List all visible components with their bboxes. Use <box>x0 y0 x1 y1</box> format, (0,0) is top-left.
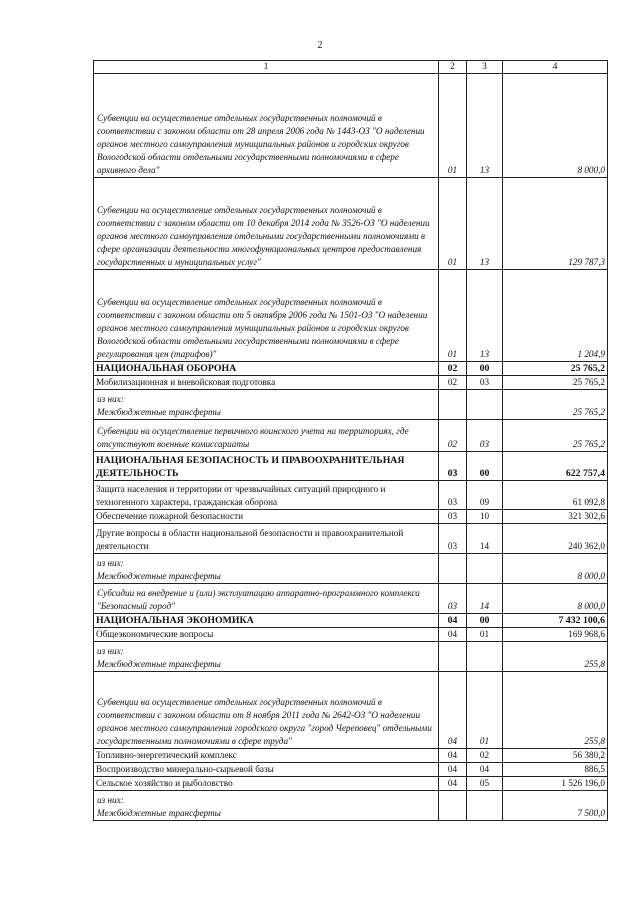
row-section-code: 03 <box>439 481 467 510</box>
row-subsection-code <box>467 390 503 420</box>
row-subsection-code: 00 <box>467 362 503 376</box>
table-row <box>94 642 608 672</box>
table-row <box>94 74 608 178</box>
table-row <box>94 376 608 390</box>
table-row <box>94 791 608 821</box>
table-row <box>94 420 608 452</box>
header-col-3: 3 <box>467 61 503 74</box>
row-amount: 255,8 <box>503 642 608 672</box>
row-amount: 8 000,0 <box>503 584 608 614</box>
row-amount: 1 204,9 <box>503 270 608 362</box>
table-row <box>94 614 608 628</box>
row-subitem: Межбюджетные трансферты <box>97 808 221 818</box>
table-row <box>94 510 608 524</box>
row-description: Субвенции на осуществление отдельных государственных полномочий в соответствии с законом области от 10 декабря 2014 года № 3526-ОЗ "О наделении органов местного самоуправления отдельными государственными полномочиями в сфере организации деятельности многофункциональных центров предоставления государственных и муниципальных услуг" <box>94 178 439 270</box>
row-section-code: 01 <box>439 74 467 178</box>
table-row <box>94 763 608 777</box>
row-section-code: 02 <box>439 362 467 376</box>
table-header-row <box>94 61 608 74</box>
header-col-1: 1 <box>94 61 439 74</box>
table-row <box>94 628 608 642</box>
page-number: 2 <box>317 40 323 51</box>
row-description: Воспроизводство минерально-сырьевой базы <box>94 763 439 777</box>
row-amount: 169 968,6 <box>503 628 608 642</box>
row-section-code <box>439 390 467 420</box>
table-row <box>94 390 608 420</box>
table-row <box>94 584 608 614</box>
table-row <box>94 178 608 270</box>
table-row <box>94 481 608 510</box>
row-section-code: 01 <box>439 270 467 362</box>
row-amount: 1 526 196,0 <box>503 777 608 791</box>
row-subsection-code: 13 <box>467 74 503 178</box>
row-description <box>94 390 439 420</box>
table-row <box>94 452 608 481</box>
row-subitem: Межбюджетные трансферты <box>97 659 221 669</box>
row-amount: 8 000,0 <box>503 554 608 584</box>
row-description: Субсидии на внедрение и (или) эксплуатацию аппаратно-программного комплекса "Безопасный город" <box>94 584 439 614</box>
row-section-code <box>439 642 467 672</box>
row-section-code: 04 <box>439 777 467 791</box>
row-subitem: Межбюджетные трансферты <box>97 571 221 581</box>
row-subsection-code: 03 <box>467 420 503 452</box>
table-row <box>94 749 608 763</box>
row-description: Защита населения и территории от чрезвычайных ситуаций природного и техногенного характера, гражданская оборона <box>94 481 439 510</box>
row-subsection-code: 09 <box>467 481 503 510</box>
row-description: Другие вопросы в области национальной безопасности и правоохранительной деятельности <box>94 524 439 554</box>
row-amount: 25 765,2 <box>503 376 608 390</box>
row-amount: 622 757,4 <box>503 452 608 481</box>
row-subsection-code: 02 <box>467 749 503 763</box>
row-section-code: 03 <box>439 510 467 524</box>
row-amount: 129 787,3 <box>503 178 608 270</box>
row-section-code: 02 <box>439 376 467 390</box>
row-subsection-code: 14 <box>467 584 503 614</box>
row-subsection-code: 00 <box>467 614 503 628</box>
row-description: Субвенции на осуществление отдельных государственных полномочий в соответствии с законом области от 28 апреля 2006 года № 1443-ОЗ "О наделении органов местного самоуправления муниципальных районов и городских округов Вологодской области отдельными государственными полномочиями в сфере архивного дела" <box>94 74 439 178</box>
row-description: Сельское хозяйство и рыболовство <box>94 777 439 791</box>
row-description: Общеэкономические вопросы <box>94 628 439 642</box>
row-section-code: 04 <box>439 628 467 642</box>
row-section-code: 03 <box>439 524 467 554</box>
row-description <box>94 554 439 584</box>
table-row <box>94 524 608 554</box>
row-subsection-code <box>467 642 503 672</box>
row-section-code: 04 <box>439 614 467 628</box>
row-amount: 25 765,2 <box>503 390 608 420</box>
row-subheading: из них: <box>97 795 124 805</box>
table-row <box>94 270 608 362</box>
row-section-code: 02 <box>439 420 467 452</box>
row-section-code <box>439 554 467 584</box>
row-section-code: 03 <box>439 452 467 481</box>
row-subsection-code: 13 <box>467 270 503 362</box>
row-description: Субвенции на осуществление первичного воинского учета на территориях, где отсутствуют военные комиссариаты <box>94 420 439 452</box>
row-section-code <box>439 791 467 821</box>
row-description <box>94 791 439 821</box>
row-description: НАЦИОНАЛЬНАЯ ОБОРОНА <box>94 362 439 376</box>
row-section-code: 04 <box>439 672 467 749</box>
row-subsection-code: 14 <box>467 524 503 554</box>
row-subsection-code <box>467 791 503 821</box>
row-subsection-code: 00 <box>467 452 503 481</box>
row-amount: 56 380,2 <box>503 749 608 763</box>
row-section-code: 04 <box>439 749 467 763</box>
row-description: Субвенции на осуществление отдельных государственных полномочий в соответствии с законом области от 8 ноября 2011 года № 2642-ОЗ "О наделении органов местного самоуправления городского округа "город Череповец" отдельными государственными полномочиями в сфере труда" <box>94 672 439 749</box>
row-amount: 61 092,8 <box>503 481 608 510</box>
row-subsection-code: 05 <box>467 777 503 791</box>
row-subsection-code: 01 <box>467 628 503 642</box>
row-subsection-code: 01 <box>467 672 503 749</box>
row-subheading: из них: <box>97 646 124 656</box>
row-amount: 7 432 100,6 <box>503 614 608 628</box>
row-amount: 255,8 <box>503 672 608 749</box>
row-description: Обеспечение пожарной безопасности <box>94 510 439 524</box>
row-description: Мобилизационная и вневойсковая подготовка <box>94 376 439 390</box>
row-amount: 7 500,0 <box>503 791 608 821</box>
budget-table <box>93 60 608 821</box>
row-amount: 25 765,2 <box>503 362 608 376</box>
header-col-2: 2 <box>439 61 467 74</box>
row-subitem: Межбюджетные трансферты <box>97 407 221 417</box>
table-row <box>94 777 608 791</box>
row-amount: 25 765,2 <box>503 420 608 452</box>
row-subsection-code <box>467 554 503 584</box>
table-row <box>94 362 608 376</box>
row-description: НАЦИОНАЛЬНАЯ БЕЗОПАСНОСТЬ И ПРАВООХРАНИТЕЛЬНАЯ ДЕЯТЕЛЬНОСТЬ <box>94 452 439 481</box>
row-amount: 886,5 <box>503 763 608 777</box>
row-description: Топливно-энергетический комплекс <box>94 749 439 763</box>
table-row <box>94 554 608 584</box>
header-col-4: 4 <box>503 61 608 74</box>
row-description: НАЦИОНАЛЬНАЯ ЭКОНОМИКА <box>94 614 439 628</box>
row-subsection-code: 04 <box>467 763 503 777</box>
row-subsection-code: 10 <box>467 510 503 524</box>
row-amount: 321 302,6 <box>503 510 608 524</box>
row-subsection-code: 03 <box>467 376 503 390</box>
row-section-code: 04 <box>439 763 467 777</box>
row-section-code: 03 <box>439 584 467 614</box>
row-subsection-code: 13 <box>467 178 503 270</box>
table-row <box>94 672 608 749</box>
row-subheading: из них: <box>97 394 124 404</box>
row-subheading: из них: <box>97 558 124 568</box>
row-description: Субвенции на осуществление отдельных государственных полномочий в соответствии с законом области от 5 октября 2006 года № 1501-ОЗ "О наделении органов местного самоуправления муниципальных районов и городских округов Вологодской области отдельными государственными полномочиями в сфере регулирования цен (тарифов)" <box>94 270 439 362</box>
row-section-code: 01 <box>439 178 467 270</box>
row-amount: 240 362,0 <box>503 524 608 554</box>
row-description <box>94 642 439 672</box>
row-amount: 8 000,0 <box>503 74 608 178</box>
